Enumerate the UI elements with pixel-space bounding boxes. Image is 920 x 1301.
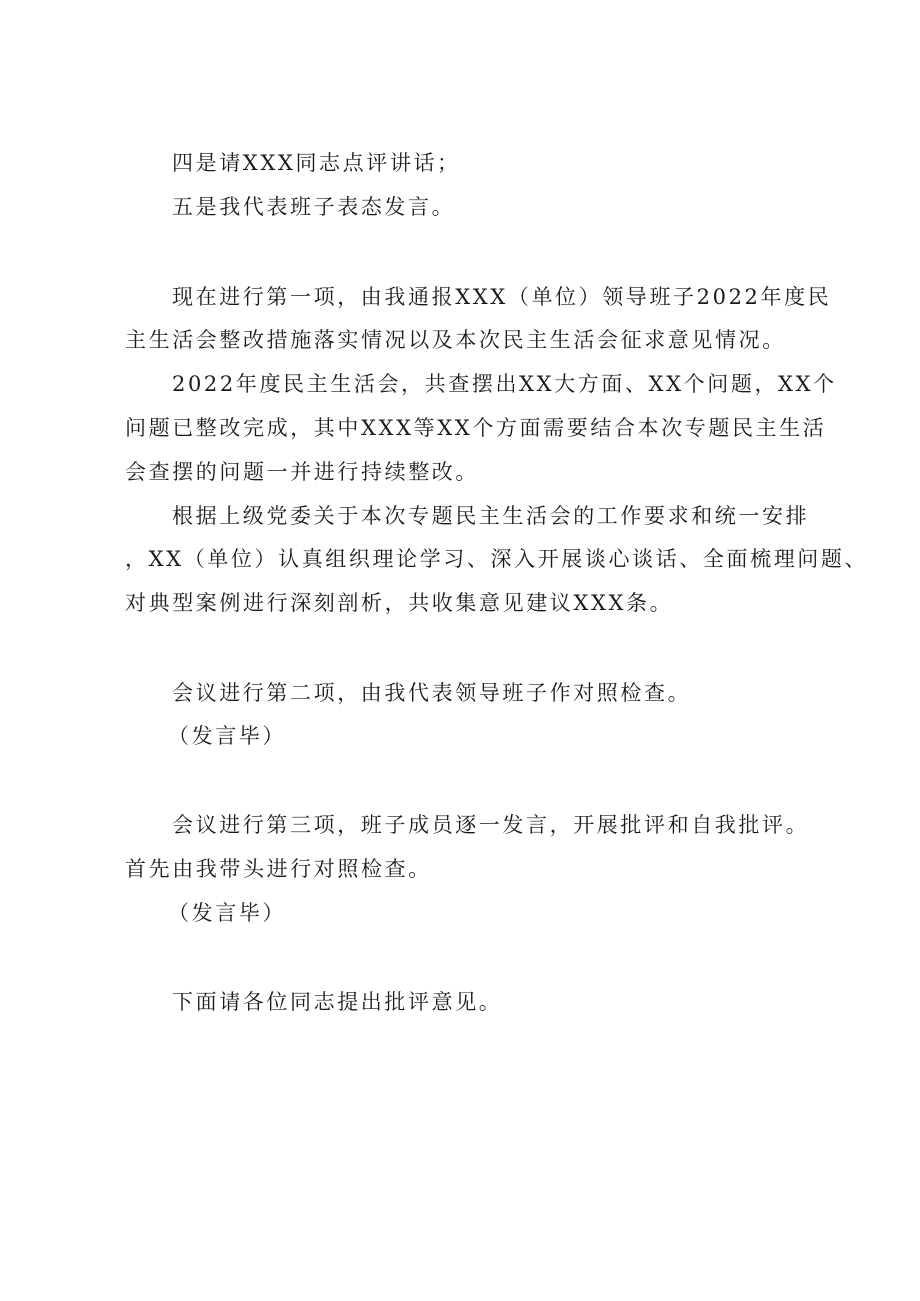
item1-opinion-line-3: 对典型案例进行深刻剖析，共收集意见建议XXX条。 (125, 591, 674, 615)
item1-intro-line-1: 现在进行第一项，由我通报XXX（单位）领导班子2022年度民 (172, 285, 832, 309)
item2-line: 会议进行第二项，由我代表领导班子作对照检查。 (172, 681, 692, 705)
agenda-item-4: 四是请XXX同志点评讲话； (172, 151, 461, 175)
item1-rectification-line-1: 2022年度民主生活会，共查摆出XX大方面、XX个问题，XX个 (172, 372, 837, 396)
item1-rectification-line-2: 问题已整改完成，其中XXX等XX个方面需要结合本次专题民主生活 (125, 416, 827, 440)
item3-line-1: 会议进行第三项，班子成员逐一发言，开展批评和自我批评。 (172, 813, 810, 837)
item1-opinion-line-1: 根据上级党委关于本次专题民主生活会的工作要求和统一安排 (172, 504, 810, 528)
item2-speech-end-note: （发言毕） (168, 724, 286, 748)
item3-line-2: 首先由我带头进行对照检查。 (125, 857, 432, 881)
item1-intro-line-2: 主生活会整改措施落实情况以及本次民主生活会征求意见情况。 (125, 328, 786, 352)
item1-rectification-line-3: 会查摆的问题一并进行持续整改。 (125, 460, 479, 484)
item3-speech-end-note: （发言毕） (168, 901, 286, 925)
closing-line: 下面请各位同志提出批评意见。 (172, 990, 503, 1014)
agenda-item-5: 五是我代表班子表态发言。 (172, 195, 456, 219)
item1-opinion-line-2: ，XX（单位）认真组织理论学习、深入开展谈心谈话、全面梳理问题、 (125, 547, 869, 571)
